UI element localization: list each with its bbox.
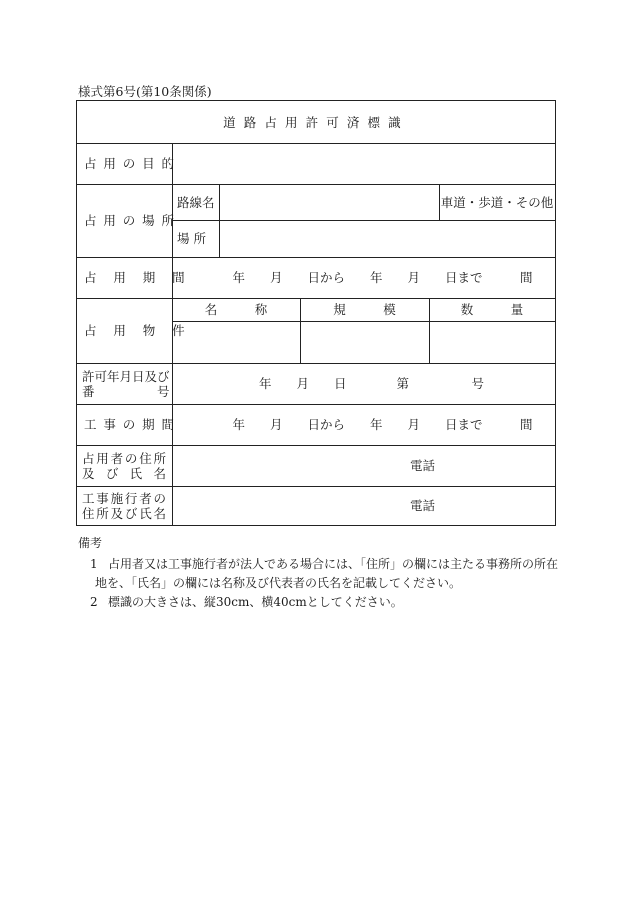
contractor-phone: 電話: [409, 498, 435, 513]
object-scale-header: 規 模: [333, 302, 396, 317]
object-name-header: 名 称: [204, 302, 268, 317]
object-scale-field[interactable]: [300, 321, 429, 363]
permit-label-line2: 番 号: [82, 383, 170, 399]
permit-label-line1: 許可年月日及び: [82, 368, 170, 384]
work-period-label: 工事の期間: [84, 417, 181, 432]
object-quantity-field[interactable]: [429, 321, 555, 363]
remarks: [78, 534, 558, 612]
work-period-text: 年 月 日から 年 月 日まで 間: [232, 417, 533, 432]
form-title: 道路占用許可済標識: [223, 114, 409, 130]
remark-text-line: 標識の大きさは、縦30cm、横40cmとしてください。: [108, 595, 403, 609]
remark-note: [78, 555, 558, 593]
remark-number: 2: [90, 595, 98, 609]
occupant-label-line2: 及び氏名: [82, 465, 166, 481]
permit-sign-form: [76, 100, 556, 526]
purpose-field[interactable]: [172, 143, 555, 184]
place-field[interactable]: [219, 220, 555, 257]
remark-text-line: 占用者又は工事施行者が法人である場合には、「住所」の欄には主たる事務所の所在: [108, 557, 559, 571]
remark-note: [78, 593, 558, 612]
object-quantity-header: 数 量: [460, 302, 524, 317]
occupant-phone: 電話: [409, 458, 435, 473]
period-text: 年 月 日から 年 月 日まで 間: [232, 270, 533, 285]
contractor-label-line2: 住所及び氏名: [82, 505, 166, 521]
object-name-field[interactable]: [172, 321, 300, 363]
remark-text-line: 地を、「氏名」の欄には名称及び代表者の氏名を記載してください。: [95, 576, 462, 590]
form-number: 様式第6号(第10条関係): [78, 84, 212, 99]
remark-number: 1: [90, 557, 98, 571]
road-type-options: 車道・歩道・その他: [440, 194, 554, 210]
purpose-label: 占用の目的: [84, 156, 181, 171]
place-label: 場 所: [177, 231, 206, 246]
occupant-label: [77, 445, 172, 486]
period-label: 占用期間: [84, 270, 202, 285]
remarks-heading: 備考: [78, 536, 103, 550]
route-name-label: 路線名: [177, 194, 215, 210]
route-name-field[interactable]: [219, 184, 439, 220]
permit-text: 年 月 日 第 号: [258, 376, 484, 391]
permit-label: [77, 363, 172, 404]
location-label: 占用の場所: [84, 213, 181, 228]
object-label: 占用物件: [84, 323, 202, 338]
contractor-label: [77, 486, 172, 525]
contractor-label-line1: 工事施行者の: [82, 490, 166, 506]
occupant-label-line1: 占用者の住所: [82, 450, 166, 466]
